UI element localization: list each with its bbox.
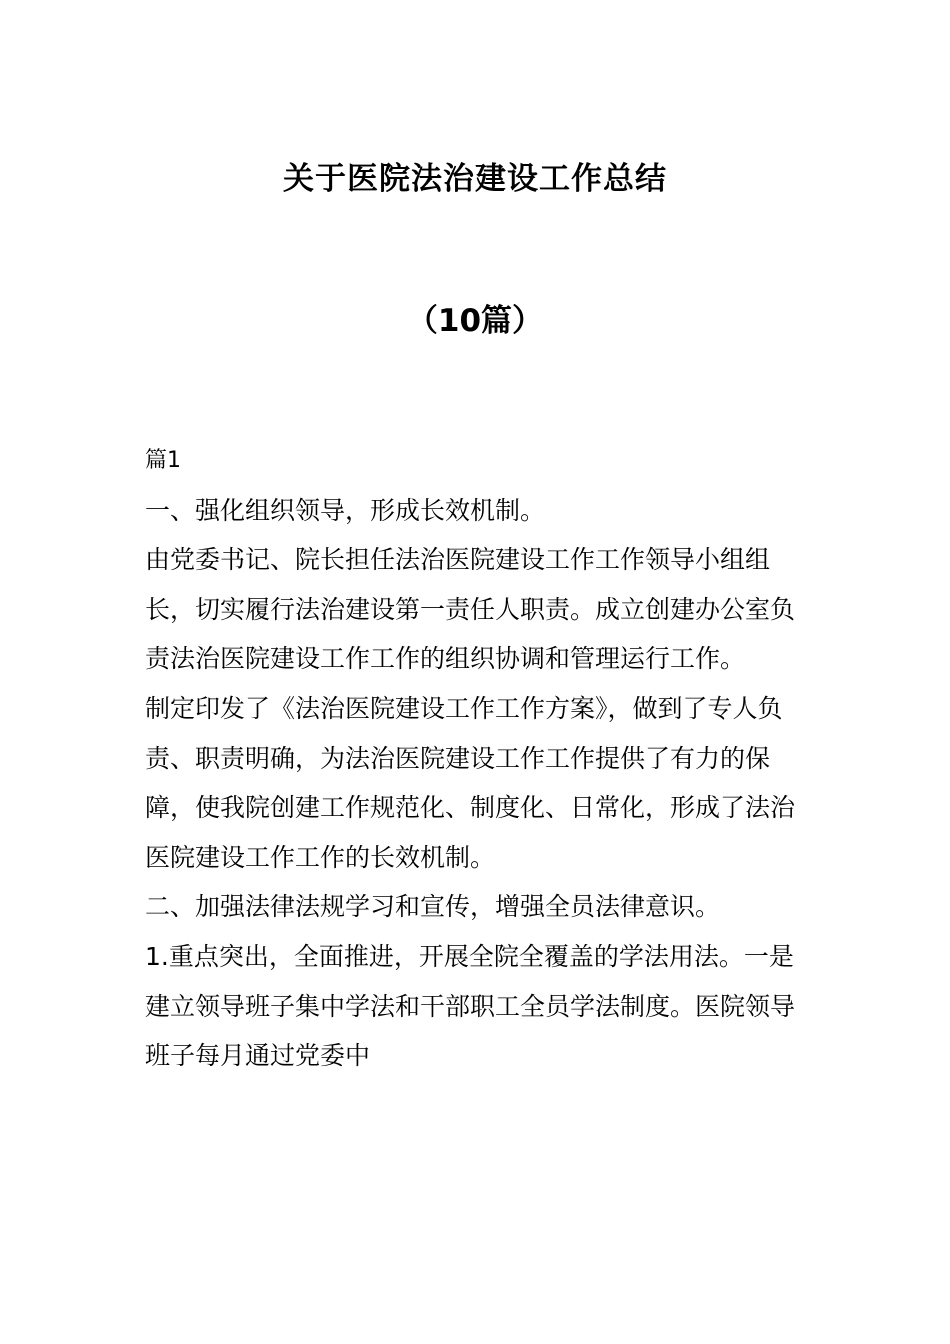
piece-label: 篇1 [145,448,181,473]
document-body [145,436,810,1081]
paragraph-1: 由党委书记、院长担任法治医院建设工作工作领导小组组长，切实履行法治建设第一责任人职责。成立创建办公室负责法治医院建设工作工作的组织协调和管理运行工作。 [145,545,796,674]
document-subtitle: （10篇） [406,303,544,339]
section-heading-2: 二、加强法律法规学习和宣传，增强全员法律意识。 [145,892,721,922]
paragraph-3: 1.重点突出，全面推进，开展全院全覆盖的学法用法。一是建立领导班子集中学法和干部职工全员学法制度。医院领导班子每月通过党委中 [145,941,796,1071]
section-heading-1: 一、强化组织领导，形成长效机制。 [145,495,546,525]
paragraph-2: 制定印发了《法治医院建设工作工作方案》，做到了专人负责、职责明确，为法治医院建设工作工作提供了有力的保障，使我院创建工作规范化、制度化、日常化，形成了法治医院建设工作工作的长效机制。 [145,693,796,872]
document-title: 关于医院法治建设工作总结 [283,161,667,197]
